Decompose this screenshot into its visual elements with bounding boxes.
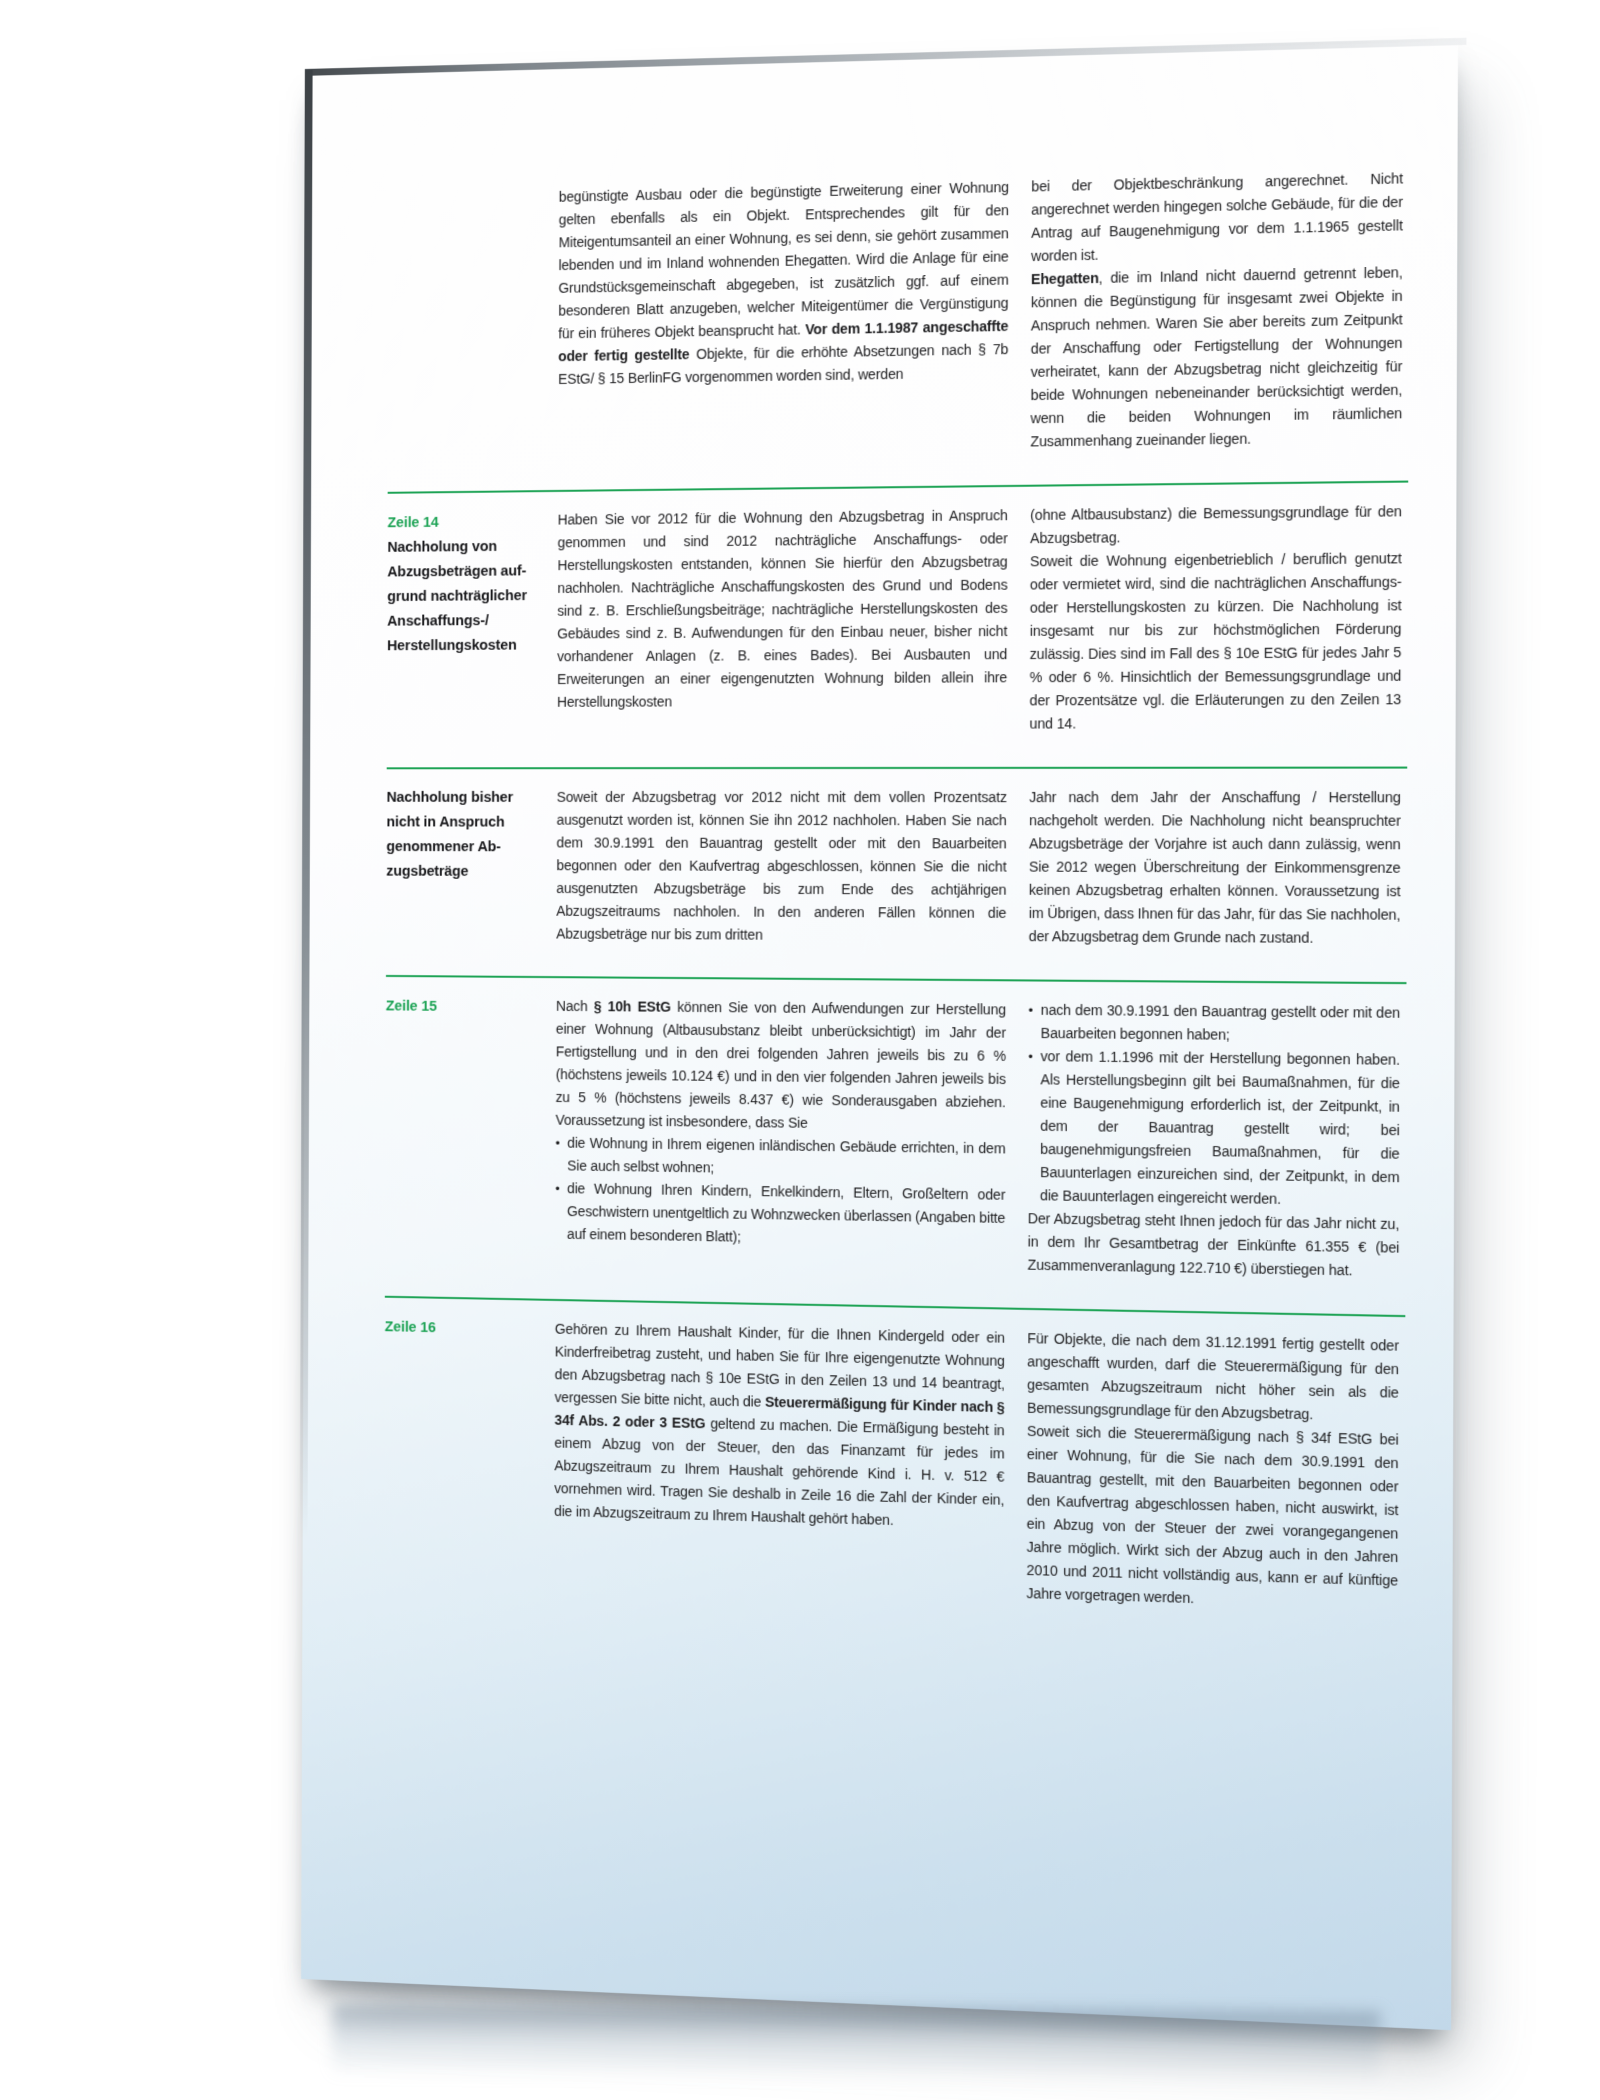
section-label-line: zugsbeträge [386, 863, 469, 880]
section-zeile-16-label [384, 1314, 555, 1591]
text: , die im Inland nicht dauernd getrennt leben, können die Begünstigung für insgesamt zwei Objekte in Anspruch nehmen. Waren Sie aber bereits zum Zeitpunkt der Anschaffung oder Fertigstellung der Wohnungen verheiratet, kann der Abzugsbetrag nicht gleichzeitig für beide Wohnungen nebeneinander berücksichtigt werden, wenn die beiden Wohnungen im räumlichen Zusammenhang zueinander liegen. [1030, 264, 1403, 450]
text: begünstigte Ausbau oder die begünstigte Erweiterung einer Wohnung gelten ebenfalls als ein Objekt. Entsprechendes gilt für den Miteigentumsanteil an einer Wohnung, es sei denn, sie gehört zusammen lebenden und im Inland wohnenden Ehegatten. Wird die Anlage für eine Grundstücksgemeinschaft abgegeben, ist zusätzlich ggf. auf einem besonderen Blatt anzugeben, welcher Miteigentümer die Vergünstigung für ein früheres Objekt beansprucht hat. [558, 178, 1009, 342]
paragraph [554, 1318, 1005, 1535]
bullet-dot: • [1028, 1048, 1033, 1065]
section-intro [388, 167, 1410, 461]
text: Haben Sie vor 2012 für die Wohnung den Abzugsbetrag in Anspruch genommen und sind 2012 nachträgliche Anschaffungs- oder Herstellungskosten entstanden, können Sie hierfür den Abzugsbetrag nachholen. Nachträgliche Anschaffungskosten des Grund und Bodens sind z. B. Erschließungsbeiträge; nachträgliche Herstellungskosten des Gebäudes sind z. B. Aufwendungen für den Einbau neuer, bisher nicht vorhandener Anlagen (z. B. eines Bades). Bei Ausbauten und Erweiterungen an einer eigengenutzten Wohnung bilden allein ihre Herstellungskosten [556, 507, 1008, 710]
text: (ohne Altbausubstanz) die Bemessungsgrundlage für den Abzugsbetrag. [1030, 503, 1402, 547]
section-label-line: nicht in Anspruch [386, 814, 505, 831]
bullet-dot: • [1028, 1002, 1033, 1018]
bold-text: Vor dem 1.1.1987 angeschaffte oder fertig gestellte [558, 317, 1009, 365]
bullet-text [567, 1132, 1005, 1184]
text: die Wohnung in Ihrem eigenen inländischen Gebäude errichten, in dem Sie auch selbst wohnen; [567, 1134, 1006, 1176]
text: Objekte, für die erhöhte Absetzungen nach § 7b EStG/ § 15 BerlinFG vorgenommen worden sind, werden [558, 340, 1009, 387]
text: Für Objekte, die nach dem 31.12.1991 fertig gestellt oder angeschafft wurden, darf die Steuerermäßigung für den gesamten Abzugszeitraum nicht höher sein als die Bemessungsgrundlage für den Abzugsbetrag. [1027, 1330, 1399, 1423]
section-nachholung-label [386, 786, 557, 945]
document-page [301, 41, 1458, 2030]
section-label-line: genommener Ab- [386, 839, 501, 856]
text: Soweit der Abzugsbetrag vor 2012 nicht mit dem vollen Prozentsatz ausgenutzt worden ist, können Sie ihn 2012 nachholen. Haben Sie nach dem 30.9.1991 den Bauantrag gestellt oder mit den Bauarbeiten begonnen oder den Kaufvertrag abgeschlossen, können Sie die nicht ausgenutzten Abzugsbeträge bis zum Ende des achtjährigen Abzugszeitraums nachholen. In den anderen Fällen können die Abzugsbeträge nur bis zum dritten [556, 788, 1007, 943]
paragraph [558, 176, 1009, 391]
section-zeile-16-col1 [554, 1318, 1027, 1605]
section-intro-col2 [1030, 167, 1403, 453]
bold-text: Steuerermäßigung für Kinder nach § 34f Abs. 2 oder 3 EStG [554, 1393, 1005, 1432]
section-zeile-16-col2 [1026, 1327, 1399, 1616]
section-label-line: Abzugsbeträgen auf- [387, 563, 527, 581]
section-label-line: Nachholung bisher [386, 789, 514, 806]
bold-text: Ehegatten [1030, 269, 1099, 288]
section-zeile-16 [384, 1296, 1405, 1617]
text: Soweit sich die Steuerermäßigung nach § 34f EStG bei einer Wohnung, für die Sie nach dem 30.9.1991 den Bauantrag gestellt, mit den Bauarbeiten begonnen oder den Kaufvertrag abgeschlossen haben, nicht auswirkt, ist ein Abzug von der Steuer der zwei vorangegangenen Jahre möglich. Wirkt sich der Abzug auch in den Jahren 2010 und 2011 nicht vollständig aus, kann er auf künftige Jahre vorgetragen werden. [1026, 1422, 1399, 1607]
section-zeile-14 [387, 481, 1408, 737]
section-zeile-15-col2 [1028, 999, 1401, 1284]
text: Jahr nach dem Jahr der Anschaffung / Herstellung nachgeholt werden. Die Nachholung nicht beanspruchter Abzugsbeträge der Vorjahre ist auch dann zulässig, wenn Sie 2012 wegen Überschreitung der Einkommensgrenze keinen Abzugsbetrag erhalten können. Voraussetzung ist im Übrigen, dass Ihnen für das Jahr, für das Sie nachholen, der Abzugsbetrag dem Grunde nach zustand. [1028, 789, 1401, 946]
paragraph [1029, 786, 1401, 950]
section-zeile-15 [385, 975, 1407, 1283]
bullet-text [1040, 1045, 1400, 1213]
bullet-dot: • [555, 1135, 560, 1151]
paragraph [1031, 167, 1403, 268]
section-zeile-14-col2 [1029, 500, 1401, 736]
text: bei der Objektbeschränkung angerechnet. Nicht angerechnet werden hingegen solche Gebäude, für die der Antrag auf Baugenehmigung vor dem 1.1.1965 gestellt worden ist. [1031, 170, 1404, 265]
paragraph [1030, 500, 1402, 550]
sections [384, 167, 1409, 1616]
section-label-line: Anschaffungs-/ [387, 613, 489, 630]
text: können Sie von den Aufwendungen zur Herstellung einer Wohnung (Altbausubstanz bleibt unberücksichtigt) im Jahr der Fertigstellung und in den drei folgenden Jahren jeweils bis zu 6 % (höchstens jeweils 10.124 €) und in den vier folgenden Jahren jeweils bis zu 5 % (höchstens jeweils 8.437 €) wie Sonderausgaben abziehen. Voraussetzung ist insbesondere, dass Sie [555, 998, 1007, 1131]
bullet-text [567, 1177, 1006, 1253]
paragraph [557, 504, 1008, 714]
zeile-heading: Zeile 16 [384, 1319, 436, 1337]
section-intro-label [388, 186, 559, 461]
bullet-text [1041, 999, 1401, 1049]
section-zeile-15-label [385, 994, 556, 1269]
page-content [301, 41, 1458, 2030]
section-nachholung-col2 [1029, 786, 1401, 950]
section-nachholung-col1 [556, 786, 1029, 948]
section-zeile-14-label [387, 509, 558, 737]
section-nachholung [386, 767, 1407, 951]
bullet-item [555, 1132, 1005, 1184]
section-zeile-14-col1 [557, 504, 1030, 737]
bold-text: § 10h EStG [593, 998, 671, 1015]
page-reflection [332, 2004, 1381, 2097]
zeile-heading: Zeile 15 [385, 998, 437, 1015]
text: nach dem 30.9.1991 den Bauantrag gestellt oder mit den Bauarbeiten begonnen haben; [1040, 1001, 1401, 1043]
text: Der Abzugsbetrag steht Ihnen jedoch für das Jahr nicht zu, in dem Ihr Gesamtbetrag der Einkünfte 61.355 € (bei Zusammenveranlagung 122.710 €) überstiegen hat. [1027, 1210, 1400, 1279]
text: geltend zu machen. Die Ermäßigung besteht in einem Abzug von der Steuer, den das Finanzamt für jedes im Abzugszeitraum zu Ihrem Haushalt gehörende Kind i. H. v. 512 € vornehmen wird. Tragen Sie deshalb in Zeile 16 die Zahl der Kinder ein, die im Abzugszeitraum zu Ihrem Haushalt gehört haben. [554, 1415, 1005, 1528]
text: Nach [555, 997, 594, 1015]
paragraph [1030, 261, 1402, 453]
text: die Wohnung Ihren Kindern, Enkelkindern, Eltern, Großeltern oder Geschwistern unentgeltlich zu Wohnzwecken überlassen (Angaben bitte auf einem besonderen Blatt); [566, 1180, 1006, 1245]
bullet-dot: • [555, 1181, 560, 1197]
section-intro-col1 [558, 175, 1031, 459]
paragraph [1026, 1420, 1398, 1616]
zeile-heading: Zeile 14 [387, 514, 439, 532]
section-label-line: Herstellungskosten [387, 637, 517, 655]
section-zeile-15-col1 [555, 995, 1028, 1277]
text: Gehören zu Ihrem Haushalt Kinder, für die Ihnen Kindergeld oder ein Kinderfreibetrag zusteht, und haben Sie für Ihre eigengenutzte Wohnung den Abzugsbetrag nach § 10e EStG in den Zeilen 13 und 14 beantragt, vergessen Sie bitte nicht, auch die [554, 1320, 1005, 1410]
paragraph [1028, 1207, 1400, 1283]
paragraph [556, 995, 1007, 1137]
paragraph [1029, 547, 1401, 736]
bullet-item [555, 1177, 1005, 1253]
bullet-item [1028, 1045, 1400, 1213]
text: vor dem 1.1.1996 mit der Herstellung begonnen haben. Als Herstellungsbeginn gilt bei Baumaßnahmen, für die eine Baugenehmigung erforderlich ist, der Zeitpunkt, in dem der Bauantrag gestellt wird; bei baugenehmigungsfreien Baumaßnahmen, für die Bauunterlagen einzureichen sind, der Zeitpunkt, in dem die Bauunterlagen eingereicht werden. [1039, 1048, 1400, 1207]
paragraph [1027, 1327, 1399, 1428]
text: Soweit die Wohnung eigenbetrieblich / beruflich genutzt oder vermietet wird, sind die nachträglichen Anschaffungs- oder Herstellungskosten zu kürzen. Die Nachholung ist insgesamt nur bis zur höchstmöglichen Förderung zulässig. Dies sind im Fall des § 10e EStG für jedes Jahr 5 % oder 6 %. Hinsichtlich der Bemessungsgrundlage und der Prozentsätze vgl. die Erläuterungen zu den Zeilen 13 und 14. [1029, 550, 1402, 732]
paragraph [556, 786, 1007, 948]
bullet-item [1028, 999, 1400, 1049]
section-label-line: grund nachträglicher [387, 588, 527, 605]
section-label-line: Nachholung von [387, 539, 497, 556]
